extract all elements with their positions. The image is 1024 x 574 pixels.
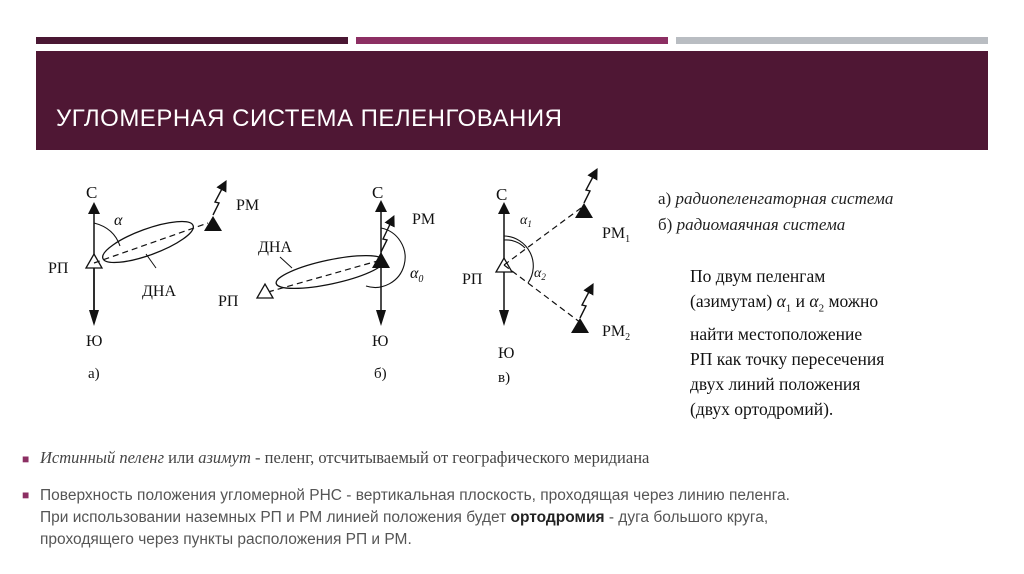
alpha0-label: α [410,265,419,282]
south-arrow-icon [89,310,99,326]
note-line-5: двух линий положения [690,373,861,394]
south-arrow-icon [376,310,386,326]
svg-text:α1: $\alpha_1$ [520,213,532,229]
accent-bar-1 [36,37,348,44]
bullet-2-line-3: проходящего через пункты расположения РП и РМ. [40,531,412,548]
direction-finding-diagram [36,168,656,418]
diagram-a [48,183,259,382]
diagram-legend [658,186,893,238]
bullet-2-line-1: Поверхность положения угломерной РНС - вертикальная плоскость, проходящая через линию пеленга. [40,487,790,504]
diagram-c [462,173,630,386]
term-azimuth: азимут [198,448,251,467]
south-label: Ю [498,345,515,362]
rm2-label: РМ [602,323,626,340]
note-line-6: (двух ортодромий). [690,398,834,419]
alpha2-label: α [534,266,542,281]
rm1-label: РМ [602,225,626,242]
svg-text:РМ1: $РМ_1$ [602,225,631,245]
caption-a: а) [88,366,100,382]
svg-text:α0: $\alpha_0$ [410,265,424,285]
positioning-note [690,264,990,422]
accent-bar-2 [356,37,668,44]
accent-bar-3 [676,37,988,44]
north-label: С [496,185,508,204]
note-line-3: найти местоположение [690,323,863,344]
alpha1-label: α [520,213,528,228]
south-label: Ю [372,333,389,350]
note-line-4: РП как точку пересечения [690,348,885,369]
bullet-2 [40,485,990,551]
legend-b-text: радиомаячная система [676,215,846,234]
bullet-1: Истинный пеленг или азимут - пеленг, отсчитываемый от географического меридиана [40,448,650,467]
rp-label: РП [462,271,483,288]
term-true-bearing: Истинный пеленг [40,448,165,467]
note-line-2: (азимутам) $\alpha_1$ и $\alpha_2$ можно [690,291,879,315]
header-banner [36,51,988,150]
south-label: Ю [86,333,103,350]
legend-a-text: радиопеленгаторная система [675,189,894,208]
north-label: С [86,183,98,202]
south-arrow-icon [499,310,509,326]
north-label: С [372,183,384,202]
legend-b-prefix: б) [658,215,673,234]
note-line-1: По двум пеленгам [690,266,826,286]
bullet-2-line-2: При использовании наземных РП и РМ линией положения будет ортодромия - дуга большого круга, [40,509,769,526]
bullet-marker-icon: ■ [22,488,30,502]
dna-label: ДНА [142,283,177,300]
term-orthodrome: ортодромия [510,509,605,526]
rm-label: РМ [412,211,436,228]
svg-text:РМ2: $РМ_2$ [602,323,631,343]
bullet-marker-icon: ■ [22,452,30,466]
caption-c: в) [498,370,511,386]
caption-b: б) [374,366,387,382]
rm2-beacon-icon [571,318,589,333]
rm-beacon-icon [204,216,222,231]
rp-label: РП [48,260,69,277]
page-title: УГЛОМЕРНАЯ СИСТЕМА ПЕЛЕНГОВАНИЯ [56,105,563,132]
rp-label: РП [218,293,239,310]
legend-a-prefix: а) [658,189,672,208]
dna-label: ДНА [258,239,293,256]
rm-label: РМ [236,197,260,214]
svg-text:α2: $\alpha_2$ [534,266,546,282]
alpha-label: α [114,212,123,229]
